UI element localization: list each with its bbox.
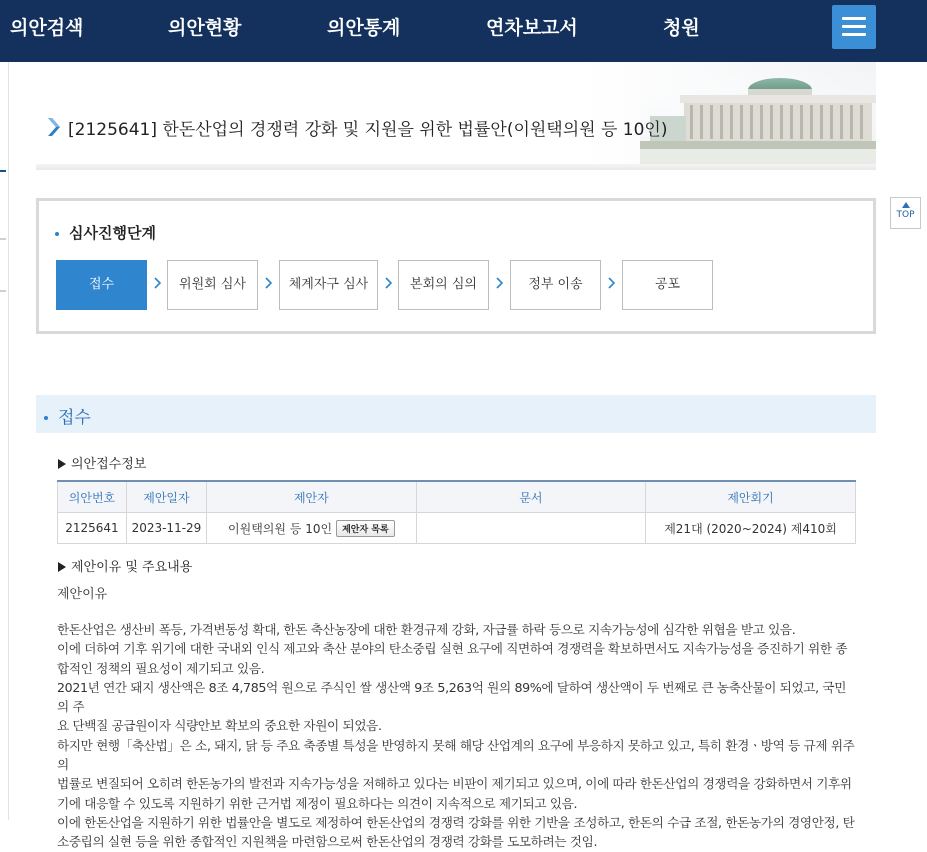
step-plenary-session[interactable]: 본회의 심의 — [398, 260, 489, 310]
proposer-text: 이원택의원 등 10인 — [228, 521, 333, 536]
reason-line: 이에 더하여 기후 위기에 대한 국내외 인식 제고와 축산 분야의 탄소중립 실현 요구에 직면하여 경쟁력을 확보하면서도 지속가능성을 증진하기 위한 종 — [57, 641, 848, 657]
chevron-right-icon — [608, 277, 616, 289]
arrow-up-icon — [902, 202, 910, 208]
progress-heading: 심사진행단계 — [55, 222, 156, 243]
column-header: 제안회기 — [646, 481, 856, 513]
table-header-row — [58, 481, 856, 513]
step-government-transfer[interactable]: 정부 이송 — [510, 260, 601, 310]
reason-line: 한돈산업은 생산비 폭등, 가격변동성 확대, 한돈 축산농장에 대한 환경규제 강화, 자급률 하락 등으로 지속가능성에 심각한 위협을 받고 있음. — [57, 622, 796, 637]
reason-label: 제안이유 — [57, 587, 108, 602]
triangle-right-icon — [58, 562, 66, 572]
column-header: 제안자 — [206, 481, 416, 513]
proposer-cell — [206, 513, 416, 544]
bullet-icon — [44, 416, 48, 420]
proposer-list-button[interactable]: 제안자 목록 — [336, 520, 395, 537]
bill-receipt-info-heading: 의안접수정보 — [58, 453, 146, 472]
table-row — [58, 513, 856, 544]
review-progress-panel — [36, 198, 876, 334]
chevron-right-icon — [496, 277, 504, 289]
chevron-right-icon — [154, 277, 162, 289]
reason-line: 하지만 현행「축산법」은 소, 돼지, 닭 등 주요 축종별 특성을 반영하지 못해 해당 산업계의 요구에 부응하지 못하고 있고, 특히 환경ㆍ방역 등 규제 위주의 — [57, 737, 855, 773]
column-header: 제안일자 — [126, 481, 206, 513]
scroll-top-button[interactable]: TOP — [890, 197, 921, 229]
reason-line: 요 단백질 공급원이자 식량안보 확보의 중요한 자원이 되었음. — [57, 718, 382, 734]
column-header: 문서 — [416, 481, 645, 513]
step-committee-review[interactable]: 위원회 심사 — [167, 260, 258, 310]
triangle-right-icon — [58, 459, 66, 469]
reason-line: 소중립의 실현 등을 위한 종합적인 지원책을 마련함으로써 한돈산업의 경쟁력 강화를 도모하려는 것임. — [57, 834, 598, 850]
top-navigation — [0, 0, 927, 62]
left-sidebar-edge — [0, 62, 9, 820]
column-header: 의안번호 — [58, 481, 127, 513]
reason-line: 기에 대응할 수 있도록 지원하기 위한 근거법 제정이 필요하다는 의견이 지속적으로 제기되고 있음. — [57, 795, 578, 811]
step-received[interactable]: 접수 — [56, 260, 147, 310]
bullet-icon — [55, 232, 59, 236]
menu-icon[interactable] — [832, 5, 876, 49]
receipt-section-header — [36, 395, 876, 433]
chevron-right-icon — [265, 277, 273, 289]
reason-line: 법률로 변질되어 오히려 한돈농가의 발전과 지속가능성을 저해하고 있다는 비판이 제기되고 있으며, 이에 따라 한돈산업의 경쟁력을 강화하면서 기후위 — [57, 776, 852, 792]
session-cell: 제21대 (2020~2024) 제410회 — [646, 513, 856, 544]
title-banner — [36, 62, 876, 170]
chevron-right-icon — [385, 277, 393, 289]
document-cell — [416, 513, 645, 544]
reason-line: 이에 한돈산업을 지원하기 위한 법률안을 별도로 제정하여 한돈산업의 경쟁력 강화를 위한 기반을 조성하고, 한돈의 수급 조절, 한돈농가의 경영안정, 탄 — [57, 814, 855, 830]
reason-heading: 제안이유 및 주요내용 — [58, 556, 192, 575]
national-assembly-building-image — [640, 66, 876, 164]
proposal-date-cell: 2023-11-29 — [126, 513, 206, 544]
receipt-section-title: 접수 — [58, 408, 91, 428]
nav-item-bill-search[interactable]: 의안검색 — [10, 17, 84, 39]
bill-number-cell: 2125641 — [58, 513, 127, 544]
bill-title: [2125641] 한돈산업의 경쟁력 강화 및 지원을 위한 법률안(이원택의원 등 10인) — [68, 120, 668, 140]
bill-receipt-table — [57, 480, 856, 544]
nav-item-bill-status[interactable]: 의안현황 — [168, 17, 242, 39]
nav-item-bill-statistics[interactable]: 의안통계 — [327, 17, 401, 39]
step-promulgation[interactable]: 공포 — [622, 260, 713, 310]
reason-line: 2021년 연간 돼지 생산액은 8조 4,785억 원으로 주식인 쌀 생산액 9조 5,263억 원의 89%에 달하여 생산액이 두 번째로 큰 농축산물이 되었고, 국민의 주 — [57, 679, 847, 715]
reason-line: 합적인 정책의 필요성이 제기되고 있음. — [57, 660, 265, 676]
title-chevron-icon — [46, 117, 62, 137]
reason-text — [57, 620, 857, 852]
step-legal-review[interactable]: 체계자구 심사 — [279, 260, 378, 310]
nav-item-annual-report[interactable]: 연차보고서 — [486, 17, 578, 39]
nav-item-petition[interactable]: 청원 — [663, 17, 700, 39]
